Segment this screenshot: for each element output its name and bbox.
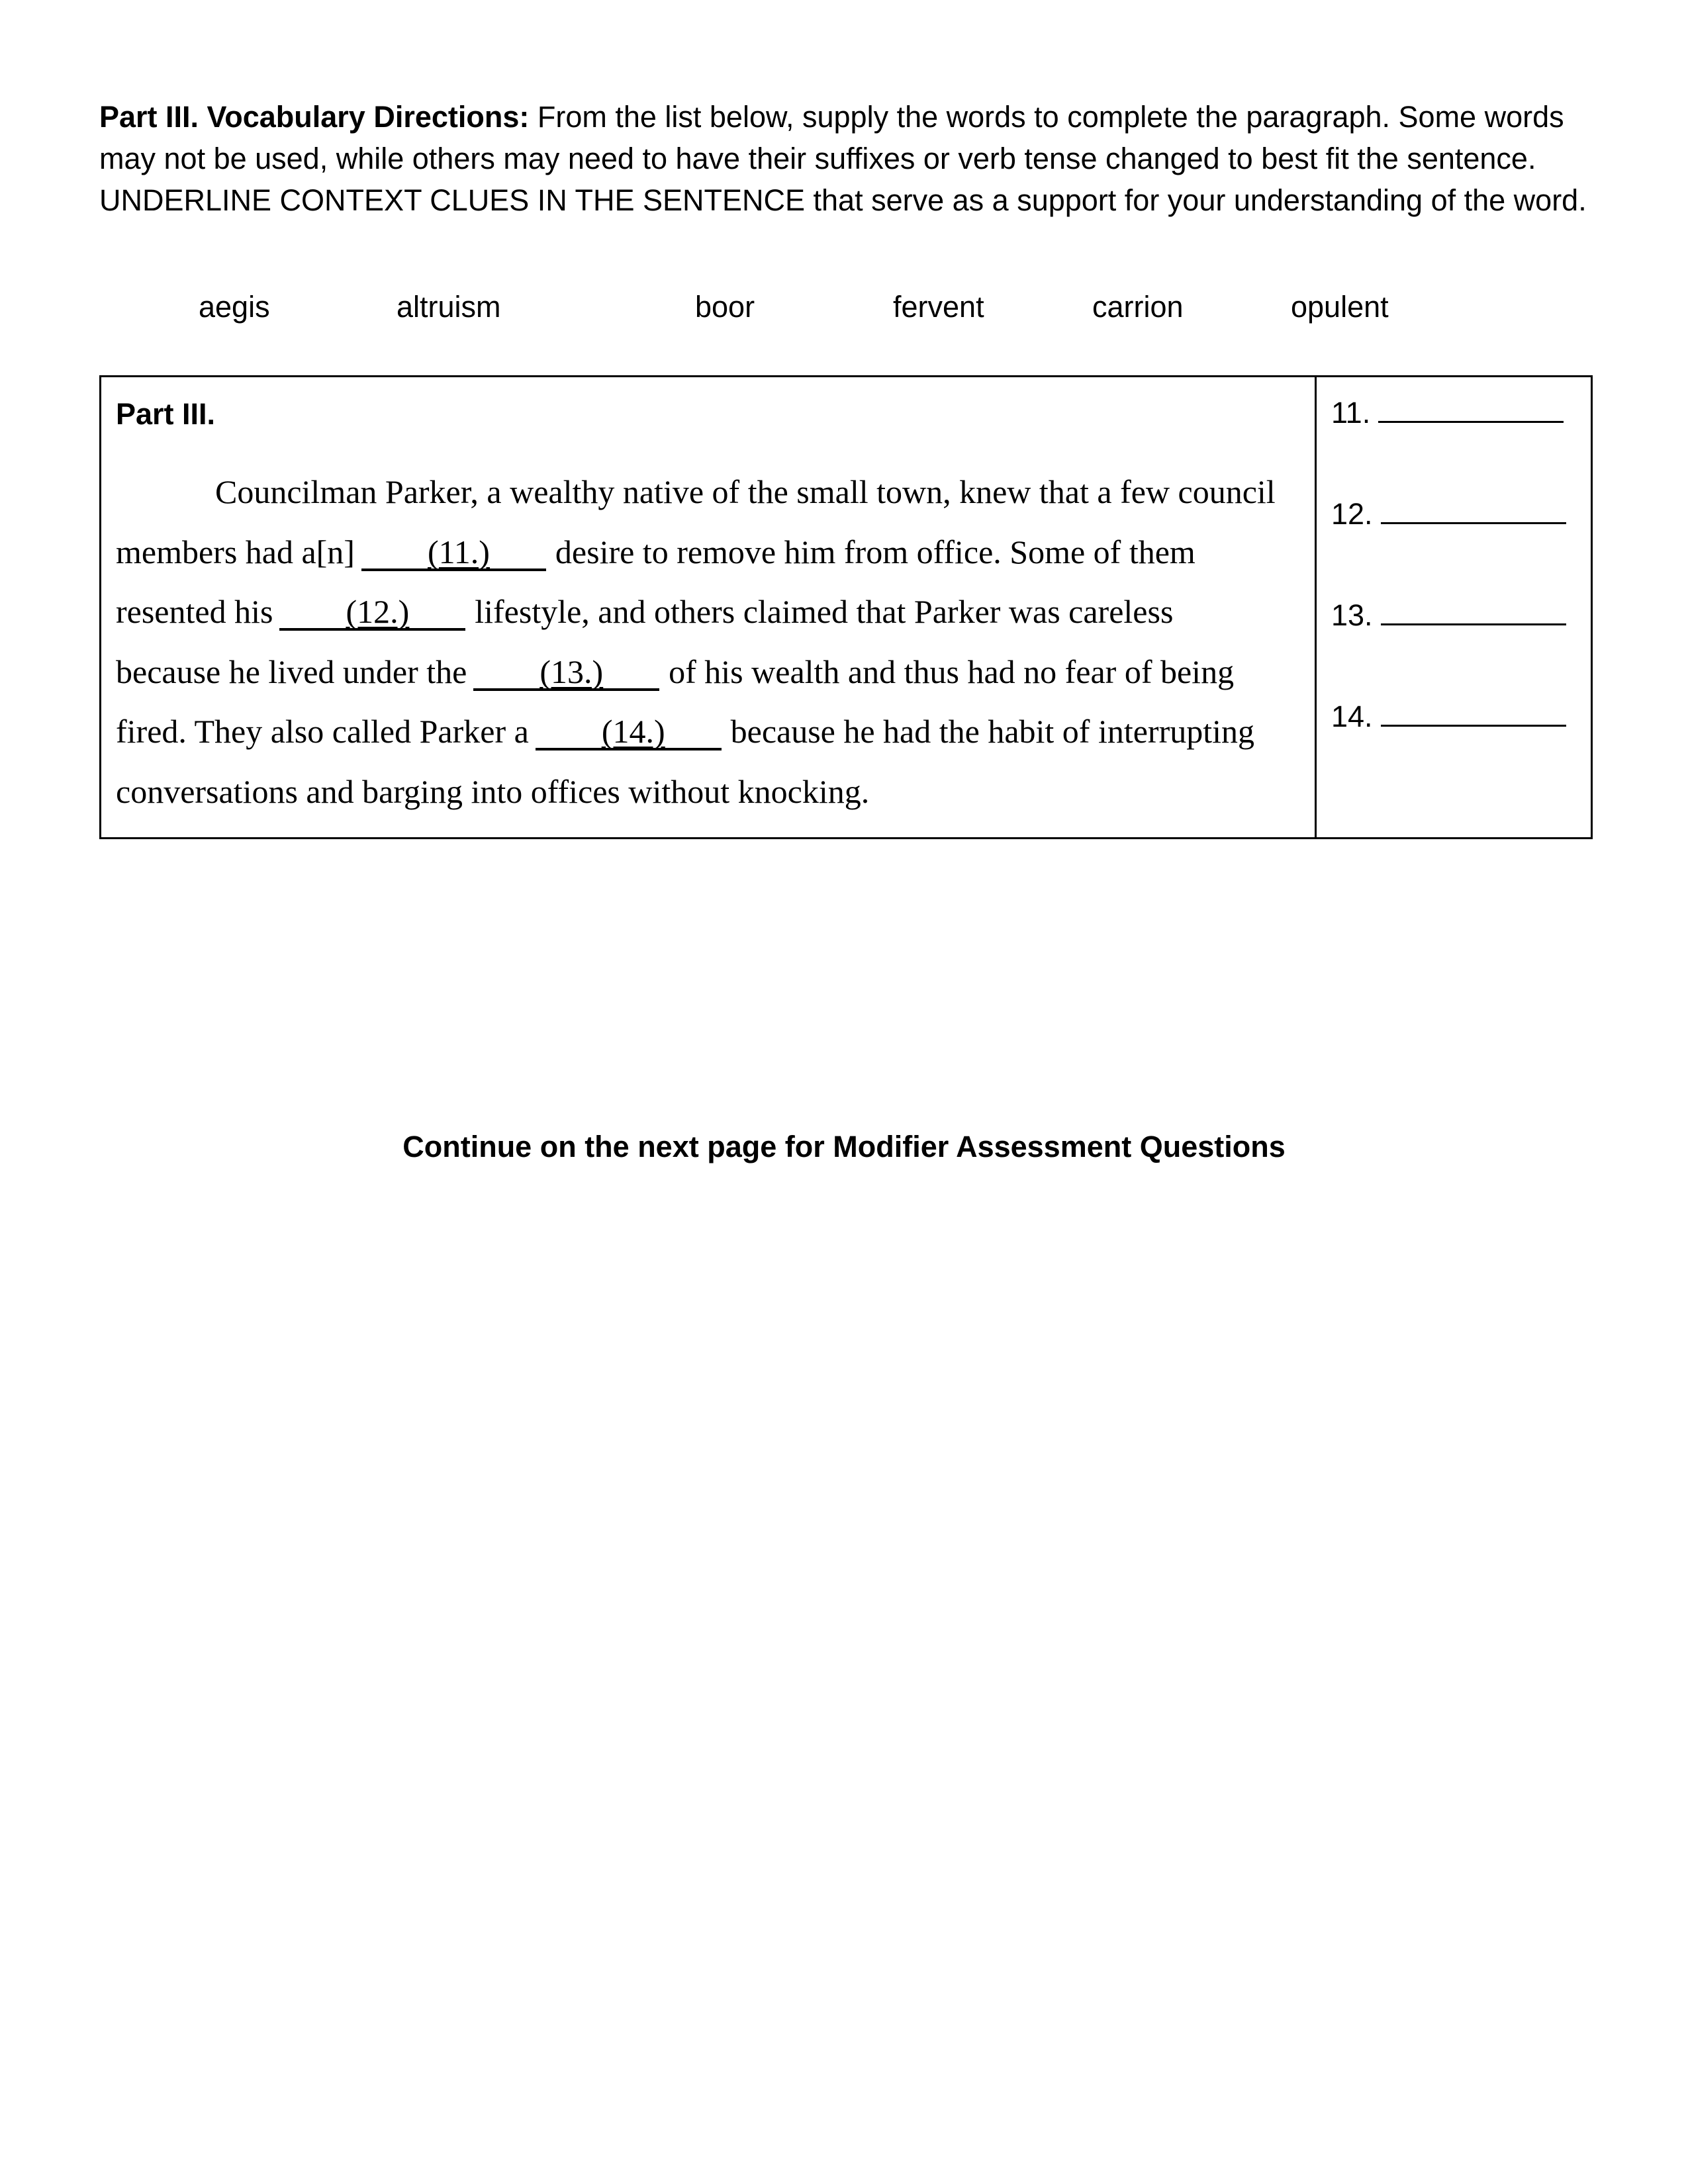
answer-blank[interactable] (1381, 623, 1566, 625)
word-bank-item: carrion (1092, 290, 1184, 324)
blank-13[interactable] (473, 655, 659, 691)
word-bank-item: boor (695, 290, 755, 324)
passage-text: resented his (116, 593, 273, 630)
passage-line (116, 462, 1307, 522)
answer-number: 11. (1331, 396, 1371, 430)
word-bank-item: altruism (397, 290, 501, 324)
exercise-table (99, 375, 1593, 839)
blank-label: (14.) (601, 713, 665, 750)
passage-text: fired. They also called Parker a (116, 713, 529, 750)
blank-11[interactable] (361, 535, 546, 571)
blank-label: (11.) (427, 533, 490, 570)
part-heading: Part III. (116, 397, 216, 431)
passage-line (116, 522, 1307, 582)
blank-label: (13.) (539, 653, 604, 690)
passage (116, 462, 1307, 821)
passage-text: members had a[n] (116, 533, 355, 570)
directions-text: From the list below, supply the words to complete the paragraph. Some words may not be used, while others may need to have their suffixes or verb tense changed to best fit the sentence. UNDERLINE CONTEXT CLUES IN THE SENTENCE that serve as a support for your understanding of the word. (99, 100, 1587, 217)
answer-line-11[interactable] (1331, 396, 1564, 430)
directions-paragraph (99, 96, 1595, 221)
directions-heading: Part III. Vocabulary Directions: (99, 100, 530, 134)
passage-text: desire to remove him from office. Some of them (555, 533, 1196, 570)
passage-line (116, 642, 1307, 702)
answer-number: 12. (1331, 497, 1373, 531)
passage-line (116, 582, 1307, 642)
passage-line (116, 702, 1307, 762)
word-bank-item: fervent (893, 290, 984, 324)
passage-text: conversations and barging into offices without knocking. (116, 772, 870, 810)
answer-blank[interactable] (1381, 725, 1566, 727)
continue-note: Continue on the next page for Modifier Assessment Questions (402, 1130, 1286, 1163)
word-bank-item: opulent (1291, 290, 1389, 324)
answer-number: 13. (1331, 598, 1373, 632)
answer-line-12[interactable] (1331, 497, 1566, 531)
answer-blank[interactable] (1378, 421, 1564, 423)
answer-cell (1317, 377, 1591, 837)
passage-cell (101, 377, 1317, 837)
answer-blank[interactable] (1381, 522, 1566, 524)
passage-text: of his wealth and thus had no fear of being (669, 653, 1235, 690)
answer-line-14[interactable] (1331, 700, 1566, 734)
passage-text: lifestyle, and others claimed that Parker was careless (475, 593, 1174, 630)
blank-14[interactable] (536, 715, 722, 751)
word-bank (99, 290, 1595, 336)
passage-line (116, 762, 1307, 822)
blank-label: (12.) (346, 593, 410, 630)
passage-text: Councilman Parker, a wealthy native of the small town, knew that a few council (215, 473, 1276, 510)
passage-text: because he lived under the (116, 653, 467, 690)
answer-number: 14. (1331, 700, 1373, 733)
blank-12[interactable] (279, 595, 465, 631)
answer-line-13[interactable] (1331, 598, 1566, 633)
word-bank-item: aegis (199, 290, 270, 324)
passage-text: because he had the habit of interrupting (730, 713, 1255, 750)
